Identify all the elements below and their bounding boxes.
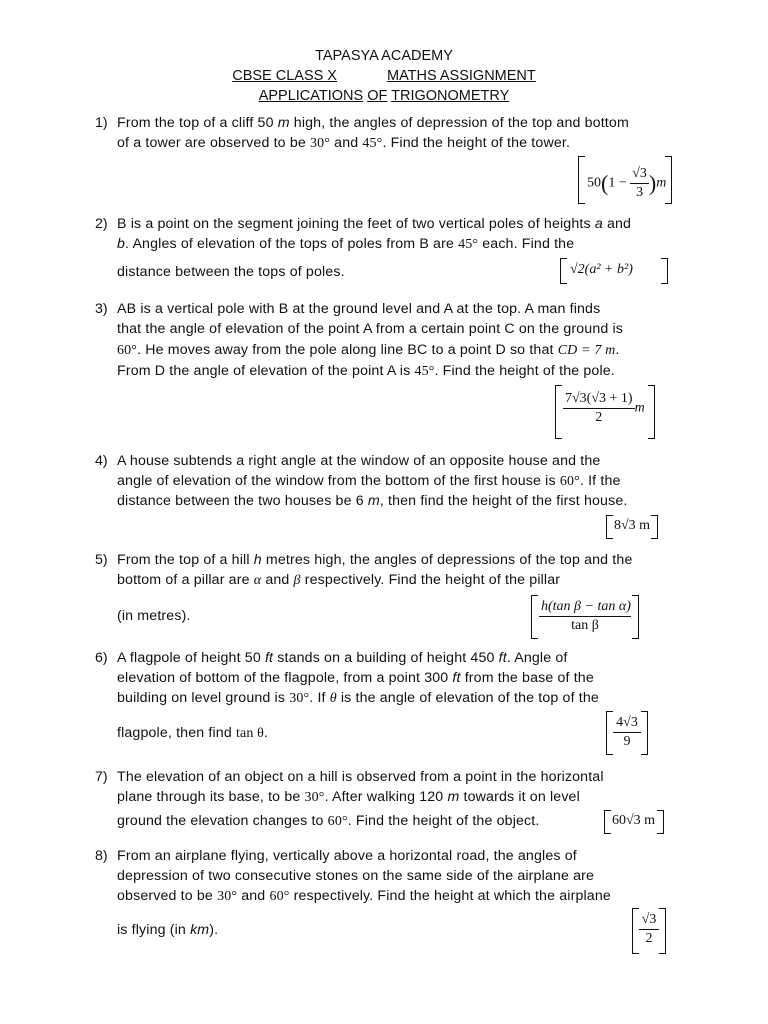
question-number: 3) xyxy=(95,301,108,317)
question-line: distance between the tops of poles. xyxy=(117,264,345,280)
question-line: From an airplane flying, vertically above a horizontal road, the angles of xyxy=(117,848,577,864)
academy-title: TAPASYA ACADEMY xyxy=(315,48,453,64)
question-number: 1) xyxy=(95,115,108,131)
question-line: angle of elevation of the window from the bottom of the first house is 60°. If the xyxy=(117,473,621,489)
question-line: that the angle of elevation of the point A from a certain point C on the ground is xyxy=(117,321,624,337)
question-line: observed to be 30° and 60° respectively. Find the height at which the airplane xyxy=(117,888,611,904)
question-line: plane through its base, to be 30°. After walking 120 m towards it on level xyxy=(117,789,580,805)
question-line: b. Angles of elevation of the tops of poles from B are 45° each. Find the xyxy=(117,236,575,252)
question-number: 2) xyxy=(95,216,108,232)
answer-box: 60√3 m xyxy=(604,810,664,834)
question-number: 4) xyxy=(95,453,108,469)
question-line: ground the elevation changes to 60°. Find the height of the object. xyxy=(117,813,540,829)
question-line: flagpole, then find tan θ. xyxy=(117,725,269,741)
question-number: 6) xyxy=(95,650,108,666)
answer-box: $\frac{\text{h(tan β − tan α)}}{\text{tan β}}$ xyxy=(531,595,639,639)
question-line: depression of two consecutive stones on the same side of the airplane are xyxy=(117,868,595,884)
question-line: distance between the two houses be 6 m, then find the height of the first house. xyxy=(117,493,628,509)
question-line: From the top of a cliff 50 m high, the angles of depression of the top and bottom xyxy=(117,115,629,131)
question-line: is flying (in km). xyxy=(117,922,219,938)
topic-line xyxy=(0,88,768,104)
question-line: B is a point on the segment joining the feet of two vertical poles of heights a and xyxy=(117,216,632,232)
class-label: CBSE CLASS X xyxy=(232,68,337,84)
question-line: building on level ground is 30°. If θ is the angle of elevation of the top of the xyxy=(117,690,599,706)
question-line: elevation of bottom of the flagpole, from a point 300 ft from the base of the xyxy=(117,670,594,686)
assignment-label: MATHS ASSIGNMENT xyxy=(386,68,536,84)
class-line xyxy=(0,68,768,84)
question-line: bottom of a pillar are α and β respectively. Find the height of the pillar xyxy=(117,572,561,588)
question-line: A flagpole of height 50 ft stands on a building of height 450 ft. Angle of xyxy=(117,650,568,666)
question-line: AB is a vertical pole with B at the ground level and A at the top. A man finds xyxy=(117,301,601,317)
question-line: From D the angle of elevation of the point A is 45°. Find the height of the pole. xyxy=(117,363,615,379)
topic-trigonometry: TRIGONOMETRY xyxy=(391,88,510,104)
question-line: (in metres). xyxy=(117,608,191,624)
answer-box: 8√3 m xyxy=(606,515,658,539)
question-number: 5) xyxy=(95,552,108,568)
topic-of: OF xyxy=(367,88,388,104)
answer-box: $\frac{√3}{2}$ xyxy=(632,908,666,954)
answer-box: $\frac{7√3(√3 + 1)}{2}$ m xyxy=(555,385,655,439)
answer-box: 50(1 − $\frac{√3}{3}$ )m xyxy=(578,156,672,204)
question-number: 7) xyxy=(95,769,108,785)
topic-applications: APPLICATIONS xyxy=(258,88,364,104)
question-line: 60°. He moves away from the pole along line BC to a point D so that CD = 7 m. xyxy=(117,342,620,358)
question-line: A house subtends a right angle at the window of an opposite house and the xyxy=(117,453,601,469)
question-line: of a tower are observed to be 30° and 45°. Find the height of the tower. xyxy=(117,135,571,151)
answer-box: $\frac{4√3}{9}$ xyxy=(606,711,648,755)
question-number: 8) xyxy=(95,848,108,864)
question-line: The elevation of an object on a hill is observed from a point in the horizontal xyxy=(117,769,604,785)
answer-box: √2(a² + b²) xyxy=(560,258,668,284)
question-line: From the top of a hill h metres high, the angles of depressions of the top and the xyxy=(117,552,633,568)
